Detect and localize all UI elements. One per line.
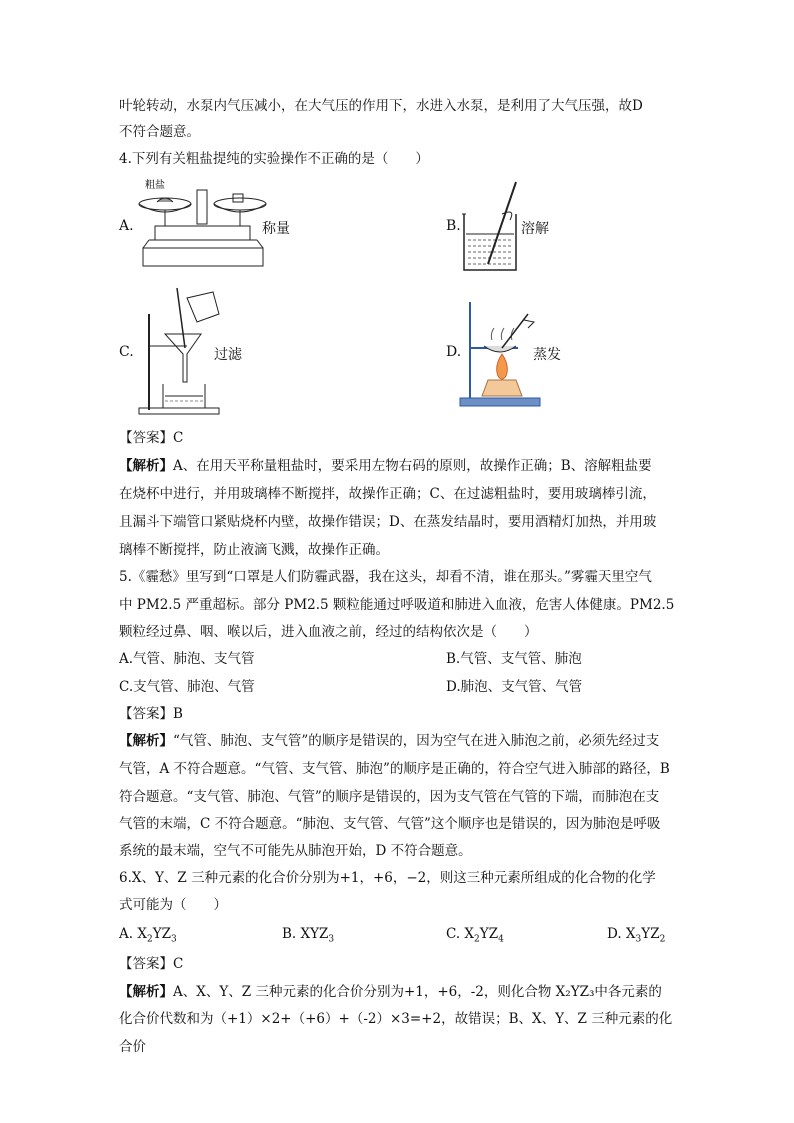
q4-option-b-label: 溶解 [521,221,549,237]
q6-analysis-tag: 【解析】 [119,984,173,1000]
filter-figure [135,286,225,418]
q5-answer: 【答案】B [119,706,183,722]
q4-option-a-label: 称量 [262,221,290,237]
q4-option-a-letter: A. [119,218,134,234]
q6-stem-line-1: 6.X、Y、Z 三种元素的化合价分别为+1，+6，−2，则这三种元素所组成的化合物的化学 [119,870,656,886]
q5-option-c: C.支气管、肺泡、气管 [119,679,255,695]
q6-analysis-line-1: 【解析】A、X、Y、Z 三种元素的化合价分别为+1，+6，-2，则化合物 X₂YZ₃中各元素的 [119,984,662,1000]
q4-analysis-line-1: 【解析】A、在用天平称量粗盐时，要采用左物右码的原则，故操作正确；B、溶解粗盐要 [119,458,652,474]
q5-analysis-line-1: 【解析】“气管、肺泡、支气管”的顺序是错误的，因为空气在进入肺泡之前，必须先经过支 [119,733,660,749]
salt-label: 粗盐 [145,180,165,191]
q6-option-b: B. $XYZ_3$ [282,926,335,945]
q5-analysis-line-4: 气管的末端，C 不符合题意。“肺泡、支气管、气管”这个顺序也是错误的，因为肺泡是呼吸 [119,816,661,832]
q6-analysis-line-2: 化合价代数和为（+1）×2+（+6）+（-2）×3=+2，故错误；B、X、Y、Z 三种元素的化合价 [119,1011,673,1055]
q5-option-d: D.肺泡、支气管、气管 [446,679,583,695]
q5-analysis-line-3: 符合题意。“支气管、肺泡、气管”的顺序是错误的，因为支气管在气管的下端，而肺泡在支 [119,789,660,805]
intro-line-2: 不符合题意。 [119,124,200,140]
q5-analysis-tag: 【解析】 [119,733,173,749]
q4-option-d-label: 蒸发 [533,347,561,363]
q4-analysis-line-2: 在烧杯中进行，并用玻璃棒不断搅拌，故操作正确；C、在过滤粗盐时，要用玻璃棒引流， [119,486,656,502]
q5-option-a: A.气管、肺泡、支气管 [119,651,255,667]
q4-analysis-line-3: 且漏斗下端管口紧贴烧杯内壁，故操作错误；D、在蒸发结晶时，要用酒精灯加热，并用玻 [119,514,657,530]
q4-option-d-letter: D. [446,344,462,360]
dissolve-figure [458,178,524,274]
q4-answer: 【答案】C [119,430,184,446]
balance-figure [135,176,270,274]
q4-option-c-letter: C. [119,344,134,360]
q5-analysis-line-2: 气管，A 不符合题意。“气管、支气管、肺泡”的顺序是正确的，符合空气进入肺部的路径，B [119,761,670,777]
q6-option-a: A. $X_2YZ_3$ [119,926,177,945]
q5-analysis-line-5: 系统的最末端，空气不可能先从肺泡开始，D 不符合题意。 [119,843,472,859]
q4-stem: 4.下列有关粗盐提纯的实验操作不正确的是（ ） [119,151,429,167]
q4-option-b-letter: B. [446,218,461,234]
q5-stem-line-3: 颗粒经过鼻、咽、喉以后，进入血液之前，经过的结构依次是（ ） [119,624,538,640]
q5-stem-line-1: 5.《霾愁》里写到“口罩是人们防霾武器，我在这头，却看不清，谁在那头。”雾霾天里空气 [119,569,652,585]
q6-stem-line-2: 式可能为（ ） [119,897,227,913]
q4-analysis-tag: 【解析】 [119,458,173,474]
q4-analysis-line-4: 璃棒不断搅拌，防止液滴飞溅，故操作正确。 [119,542,389,558]
q6-answer: 【答案】C [119,956,184,972]
q4-option-c-label: 过滤 [214,347,242,363]
q5-option-b: B.气管、支气管、肺泡 [446,651,582,667]
q5-stem-line-2: 中 PM2.5 严重超标。部分 PM2.5 颗粒能通过呼吸道和肺进入血液，危害人体健康。PM2.5 [119,597,675,613]
q6-option-d: D. $X_3YZ_2$ [607,926,666,945]
intro-line-1: 叶轮转动，水泵内气压减小，在大气压的作用下，水进入水泵，是利用了大气压强，故D [119,98,643,114]
q6-option-c: C. $X_2YZ_4$ [446,926,504,945]
